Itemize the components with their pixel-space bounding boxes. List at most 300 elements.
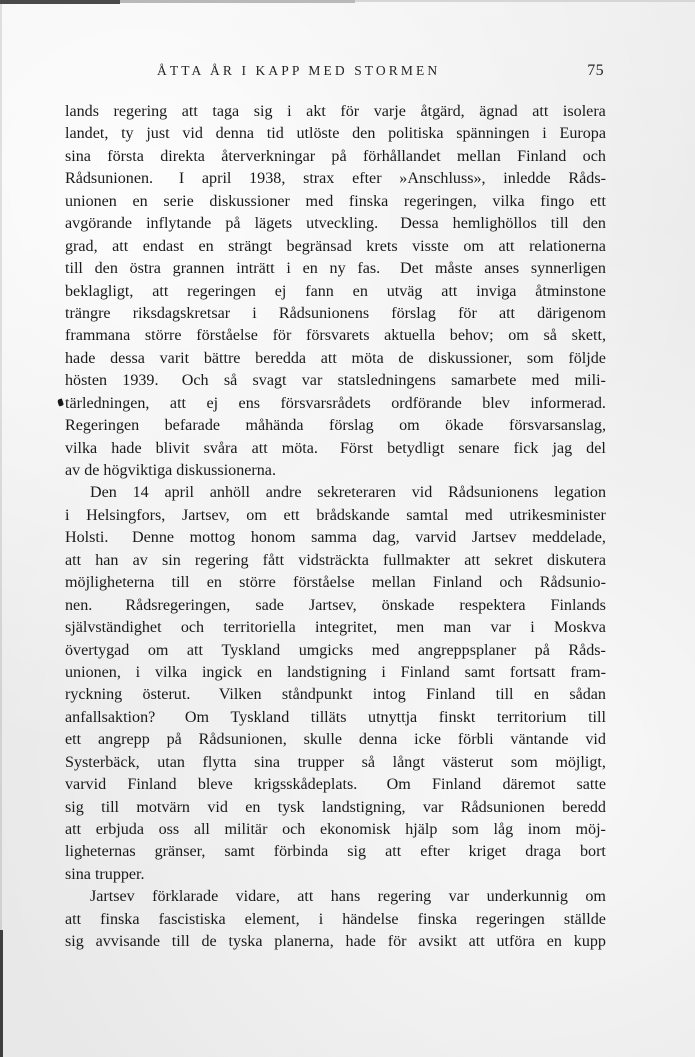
text-word: av (132, 551, 148, 569)
text-word: att (186, 641, 203, 659)
text-word: tärledningen, (65, 394, 150, 412)
text-word: Tyskland (221, 641, 281, 659)
text-line (65, 236, 606, 258)
text-word: hade (345, 933, 376, 951)
text-word: ordförande (391, 394, 462, 412)
text-line (65, 325, 606, 347)
text-word: legation (554, 484, 606, 502)
text-word: informerad. (530, 394, 606, 412)
text-word: ett (283, 506, 300, 524)
text-word: förbinda (273, 843, 329, 861)
text-word: att (464, 551, 481, 569)
text-word: att (532, 103, 549, 120)
text-word: Finland (517, 147, 567, 165)
text-word: samarbete (451, 372, 517, 390)
text-word: lägets (254, 215, 293, 233)
scan-edge-artifact-top-dark (0, 0, 120, 4)
text-line (65, 123, 606, 145)
text-word: grannen (172, 260, 225, 278)
text-word: så (361, 753, 376, 771)
text-word: och (180, 619, 205, 637)
text-word: den (582, 215, 606, 233)
text-word: att (65, 551, 82, 569)
text-word: Finland (432, 574, 483, 592)
text-word: hemlighöllos (452, 215, 537, 233)
text-word: fortsatt (509, 663, 556, 681)
text-word: möj- (575, 821, 606, 838)
text-word: fascistiska (158, 910, 226, 928)
text-word: samma (311, 529, 357, 547)
text-word: synnerligen (530, 260, 606, 278)
text-word: om (147, 641, 169, 659)
text-word: skulle (303, 731, 343, 749)
text-word: övertygad (65, 641, 130, 659)
text-word: Dessa (400, 215, 439, 233)
text-line (65, 707, 606, 729)
text-word: med (371, 641, 400, 659)
text-word: beredda (255, 349, 307, 367)
text-word: Finland (432, 776, 482, 794)
text-word: så (543, 327, 557, 345)
text-word: Systerbäck, (65, 753, 140, 771)
text-line (65, 281, 606, 303)
text-word: till (171, 574, 190, 592)
text-word: i (530, 619, 535, 637)
text-word: att (112, 237, 129, 255)
text-word: aktuella (384, 327, 436, 345)
text-word: politiska (388, 125, 444, 143)
text-word: ingick (201, 663, 243, 681)
text-word: vid (411, 484, 433, 502)
text-word: varje (373, 103, 406, 120)
text-word: Regeringen (65, 417, 140, 435)
text-word: Råds- (568, 170, 606, 188)
text-line (65, 774, 606, 796)
scan-edge-artifact-left-dark (0, 930, 3, 1057)
text-word: vidare, (235, 888, 280, 906)
text-word: åtgärd, (420, 103, 465, 120)
text-word: sig (347, 843, 367, 861)
text-line (65, 258, 606, 280)
text-word: för (340, 103, 360, 120)
text-word: bort (579, 843, 606, 861)
text-line (65, 527, 606, 549)
text-word: begränsad (286, 237, 352, 255)
text-word: Rådsunionens (448, 484, 539, 502)
text-word: honom (250, 529, 296, 547)
text-word: Europa (559, 125, 606, 143)
text-word: ett (589, 192, 606, 210)
text-word: en (245, 798, 261, 816)
text-word: dag, (372, 529, 400, 547)
text-word: diskussioner, (428, 349, 513, 367)
text-word: satte (576, 776, 606, 794)
text-word: Och (181, 372, 209, 390)
text-word: Finland (426, 686, 476, 704)
text-word: angreppsplaner (417, 641, 517, 659)
text-word: i (542, 125, 547, 143)
text-word: var (301, 372, 323, 390)
text-word: flytta (202, 753, 237, 771)
text-word: till (550, 215, 569, 233)
text-word: lands (65, 103, 99, 120)
text-word: till (495, 686, 514, 704)
text-word: sig (65, 933, 84, 951)
text-word: Om (184, 708, 209, 726)
text-word: förslag (328, 417, 374, 435)
text-word: ekonomisk (319, 821, 391, 838)
text-word: i (381, 663, 386, 681)
text-word: västerut (442, 753, 494, 771)
text-word: kupp (573, 933, 606, 951)
text-word: icke (414, 731, 441, 749)
text-word: därigenom (537, 304, 606, 322)
text-word: utan (157, 753, 185, 771)
text-word: 14 (132, 484, 149, 502)
text-word: självständighet (65, 619, 162, 637)
text-word: behov; (449, 327, 494, 345)
text-word: större (144, 327, 182, 345)
text-word: han (95, 551, 119, 569)
text-word: vilka (65, 439, 98, 457)
text-word: svagt (252, 372, 287, 390)
text-line (65, 909, 606, 931)
text-word: en (546, 933, 562, 951)
text-word: en (352, 282, 368, 300)
text-word: vid (182, 125, 203, 143)
text-word: landstigning, (321, 798, 406, 816)
text-word: med (531, 372, 560, 390)
text-line (65, 819, 606, 841)
text-line (65, 505, 606, 527)
text-word: meddelade, (532, 529, 606, 547)
text-word: så (223, 372, 238, 390)
text-word: endast (142, 237, 184, 255)
text-word: draga (525, 843, 561, 861)
text-word: att (320, 349, 337, 367)
text-word: var (490, 619, 511, 637)
text-word: Jartsev, (181, 506, 230, 524)
text-word: krigsskådeplats. (254, 776, 366, 794)
text-line (65, 640, 606, 662)
text-word: kriget (468, 843, 507, 861)
text-word: tilläts (310, 708, 347, 726)
text-word: den (94, 260, 118, 278)
text-line (65, 460, 606, 482)
text-word: Rådsunionen (460, 798, 545, 816)
text-word: ej (274, 282, 287, 300)
text-word: inviga (476, 282, 517, 300)
text-line (65, 550, 606, 572)
text-word: akt (306, 103, 326, 120)
text-word: inledde (503, 170, 551, 188)
text-word: mottog (189, 529, 236, 547)
text-word: varvid (65, 776, 107, 794)
text-word: angrepp (97, 731, 150, 749)
text-word: Rådsregeringen, (125, 596, 231, 614)
text-word: fick (513, 439, 539, 457)
text-word: de (201, 933, 217, 951)
text-word: första (107, 147, 144, 165)
text-word: erbjuda (95, 821, 144, 838)
text-word: låg (493, 821, 514, 838)
text-word: integritet, (315, 619, 378, 637)
text-word: landstigning (286, 663, 367, 681)
text-word: mili- (574, 372, 606, 390)
text-word: strax (303, 170, 335, 188)
text-word: trupper (297, 753, 345, 771)
text-word: samt (464, 663, 496, 681)
text-word: gränser, (154, 843, 206, 861)
text-word: sade (255, 596, 284, 614)
text-word: avsikt (418, 933, 457, 951)
text-word: en (302, 260, 318, 278)
text-word: att (441, 282, 458, 300)
text-word: anses (484, 260, 520, 278)
text-word: en (533, 686, 550, 704)
text-word: och (582, 147, 606, 165)
text-word: relationerna (529, 237, 606, 255)
text-word: utnyttja (368, 708, 418, 726)
text-word: försvarets (306, 327, 370, 345)
text-word: del (586, 439, 606, 457)
text-word: i (252, 304, 257, 322)
text-word: Jartsev (471, 529, 517, 547)
text-word: som (452, 821, 479, 838)
text-word: fingo (540, 192, 575, 210)
text-line (65, 886, 606, 908)
text-word: strängt (228, 237, 272, 255)
text-word: unionen (65, 192, 117, 210)
text-word: var (422, 798, 444, 816)
text-word: brådskande (316, 506, 390, 524)
text-word: sig (65, 798, 84, 816)
text-word: att (251, 439, 268, 457)
text-word: hösten (65, 372, 108, 390)
text-line (65, 168, 606, 190)
text-line (65, 303, 606, 325)
text-word: nen. (65, 596, 101, 614)
text-line (65, 415, 606, 437)
text-word: om (463, 237, 484, 255)
text-word: en (206, 574, 222, 592)
text-word: väntande (510, 731, 569, 749)
text-word: underkunnig (486, 888, 568, 906)
text-word: för (458, 304, 477, 322)
text-word: avgörande (65, 215, 133, 233)
text-word: beklagligt, (65, 282, 134, 300)
text-word: möta. (281, 439, 326, 457)
text-word: och (282, 821, 306, 838)
text-word: östra (129, 260, 161, 278)
text-word: som (526, 349, 554, 367)
text-word: utväg (386, 282, 423, 300)
text-word: var (448, 888, 470, 906)
text-word: på (225, 215, 241, 233)
text-word: Moskva (554, 619, 606, 637)
text-word: element, (244, 910, 300, 928)
text-word: territoriella (223, 619, 296, 637)
text-word: sina (65, 147, 91, 165)
text-word: förklarade (152, 888, 219, 906)
text-word: spänningen (456, 125, 530, 143)
text-line (65, 191, 606, 213)
text-word: utrikesminister (509, 506, 606, 524)
text-word: i (287, 103, 292, 120)
text-word: ryckning (65, 686, 123, 704)
text-word: fas. (357, 260, 389, 278)
text-word: vilka (492, 192, 525, 210)
text-word: att (468, 933, 485, 951)
text-word: ställde (563, 910, 606, 928)
text-word: fått (262, 551, 285, 569)
text-line (65, 438, 606, 460)
running-head-title: ÅTTA ÅR I KAPP MED STORMEN (157, 63, 441, 78)
text-word: på (331, 147, 347, 165)
text-word: vid (207, 798, 228, 816)
text-word: att (65, 910, 82, 928)
text-word: utveckling. (306, 215, 387, 233)
text-word: Jartsev, (308, 596, 357, 614)
text-word: mellan (457, 147, 501, 165)
text-word: blev (482, 394, 510, 412)
text-word: återverkningar (221, 147, 316, 165)
text-word: önskade (381, 596, 435, 614)
text-word: inom (527, 821, 561, 838)
text-word: att (385, 843, 402, 861)
text-word: Det (399, 260, 424, 278)
scan-edge-artifact-top-faint (355, 0, 695, 2)
text-line (65, 213, 606, 235)
text-word: en (256, 663, 273, 681)
text-word: inträtt (236, 260, 275, 278)
text-word: hans (330, 888, 361, 906)
text-word: som (510, 753, 538, 771)
text-word: Rådsunionen, (198, 731, 287, 749)
text-word: bleve (197, 776, 233, 794)
text-word: ligheternas (65, 843, 136, 861)
text-word: dessa (110, 349, 145, 367)
text-word: visste (412, 237, 449, 255)
text-line (65, 595, 606, 617)
text-word: långt (392, 753, 425, 771)
text-word: Jartsev (90, 888, 135, 906)
text-word: förslag (391, 304, 436, 322)
text-word: jag (552, 439, 573, 457)
text-word: att (498, 237, 515, 255)
text-word: åtminstone (535, 282, 606, 300)
text-line (65, 617, 606, 639)
text-word: men (396, 619, 425, 637)
text-line (65, 482, 606, 504)
text-word: och (499, 574, 523, 592)
text-word: samtal (406, 506, 449, 524)
text-word: 1938, (249, 170, 286, 188)
text-word: april (164, 484, 194, 502)
text-word: förståelse (293, 574, 355, 592)
text-word: regering (194, 551, 249, 569)
text-word: svåra (203, 439, 238, 457)
text-word: försvarsanslag, (509, 417, 606, 435)
text-word: sig (253, 103, 273, 120)
running-head (65, 62, 605, 84)
text-word: planerna, (274, 933, 334, 951)
text-word: större (239, 574, 276, 592)
text-word: trängre (65, 304, 111, 322)
text-word: direkta (160, 147, 205, 165)
text-word: Rådsunio- (539, 574, 606, 592)
text-word: mellan (371, 574, 416, 592)
text-word: just (146, 125, 170, 143)
text-line (65, 146, 606, 168)
text-word: frammana (65, 327, 131, 345)
text-word: hjälp (405, 821, 438, 838)
text-word: sekreteraren (317, 484, 396, 502)
text-word: varit (159, 349, 190, 367)
text-word: förhållandet (362, 147, 441, 165)
text-word: förståelse (196, 327, 258, 345)
text-word: hade (65, 349, 96, 367)
text-word: hade (111, 439, 142, 457)
text-word: umgicks (298, 641, 354, 659)
text-word: denna (215, 125, 255, 143)
text-word: ett (65, 731, 82, 749)
text-word: de (398, 349, 414, 367)
text-word: att (498, 304, 516, 322)
text-word: på (534, 641, 550, 659)
text-word: att (181, 103, 198, 120)
text-word: i (135, 663, 141, 681)
text-word: möjligheterna (65, 574, 155, 592)
text-word: landet, (65, 125, 109, 143)
text-word: Finland (127, 776, 177, 794)
text-word: tysk (277, 798, 305, 816)
text-word: att (152, 282, 169, 300)
text-word: tid (266, 125, 284, 143)
text-word: finska (100, 910, 140, 928)
text-word: ökade (445, 417, 484, 435)
text-word: sina (254, 753, 280, 771)
scan-edge-artifact-left-soft (0, 4, 2, 930)
text-word: regering (377, 888, 432, 906)
text-word: ståndpunkt (281, 686, 353, 704)
text-word: regering (113, 103, 168, 120)
text-word: till (101, 798, 120, 816)
text-word: finska (417, 910, 457, 928)
text-word: att (169, 394, 187, 412)
text-word: regeringen, (403, 192, 477, 210)
text-word: förbli (457, 731, 494, 749)
text-word: försvarsrådets (280, 394, 371, 412)
text-word: 1939. (122, 372, 167, 390)
text-word: unionen, (65, 663, 121, 681)
text-word: varvid (415, 529, 457, 547)
text-word: en (132, 192, 148, 210)
text-word: vidsträckta (298, 551, 369, 569)
text-word: utföra (496, 933, 535, 951)
text-word: Om (386, 776, 411, 794)
text-word: till (65, 260, 83, 278)
scan-edge-artifact-top-gray (120, 0, 355, 3)
text-word: sådan (569, 686, 606, 704)
text-word: avvisande (95, 933, 160, 951)
text-line (65, 931, 606, 953)
text-line (65, 393, 606, 415)
ink-speck-artifact (57, 398, 64, 406)
text-word: fram- (570, 663, 606, 681)
text-word: vid (585, 731, 606, 749)
text-word: oss (158, 821, 180, 838)
